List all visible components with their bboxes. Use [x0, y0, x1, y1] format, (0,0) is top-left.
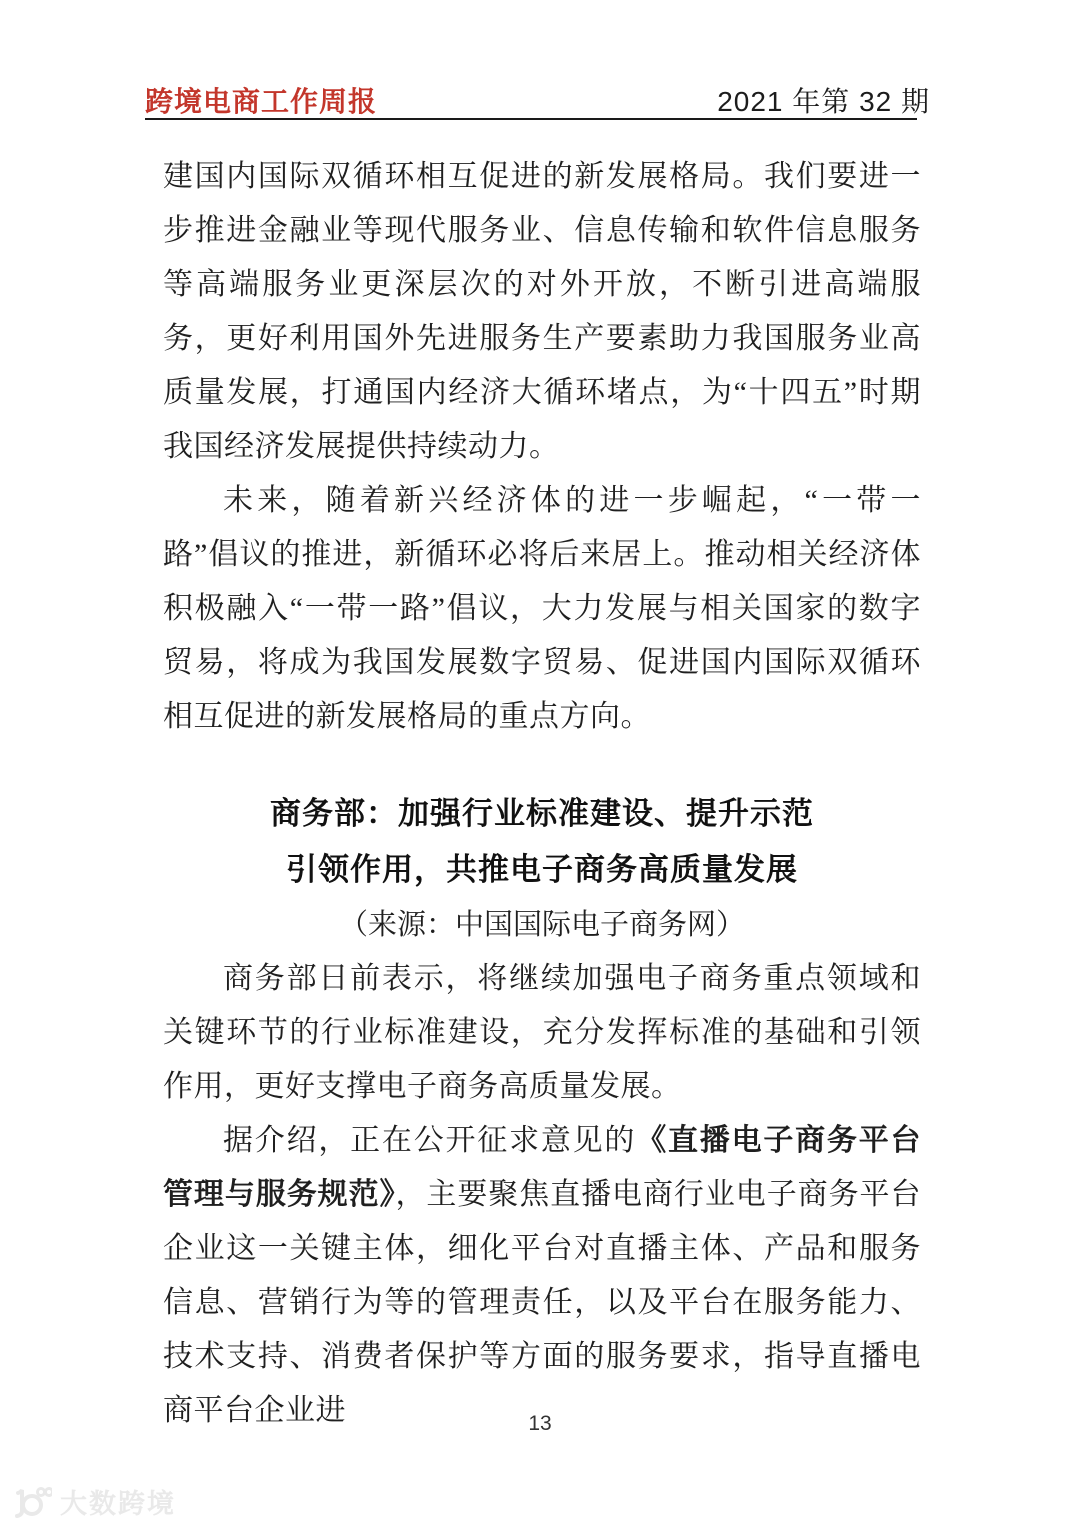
paragraph-mofcom-statement: 商务部日前表示，将继续加强电子商务重点领域和关键环节的行业标准建设，充分发挥标准的基础和引领作用，更好支撑电子商务高质量发展。	[163, 962, 921, 1103]
paragraph-continuation: 建国内国际双循环相互促进的新发展格局。我们要进一步推进金融业等现代服务业、信息传输和软件信息服务等高端服务业更深层次的对外开放，不断引进高端服务，更好利用国外先进服务生产要素助力我国服务业高质量发展，打通国内经济大循环堵点，为“十四五”时期我国经济发展提供持续动力。	[163, 160, 921, 463]
header-title: 跨境电商工作周报	[145, 86, 378, 117]
draft-standard-name: 《直播电子商务平台管理与服务规范》	[163, 1124, 922, 1211]
page-header	[145, 80, 930, 120]
watermark-text: 大数跨境	[60, 1489, 176, 1519]
article-title	[163, 786, 921, 898]
draft-standard-suffix: ，主要聚焦直播电商行业电子商务平台企业这一关键主体，细化平台对直播主体、产品和服务信息、营销行为等的管理责任，以及平台在服务能力、技术支持、消费者保护等方面的服务要求，指导直播电商平台企业进	[163, 1178, 921, 1427]
paragraph-future-outlook: 未来，随着新兴经济体的进一步崛起，“一带一路”倡议的推进，新循环必将后来居上。推动相关经济体积极融入“一带一路”倡议，大力发展与相关国家的数字贸易，将成为我国发展数字贸易、促进国内国际双循环相互促进的新发展格局的重点方向。	[163, 484, 921, 733]
article-source: （来源：中国国际电子商务网）	[338, 909, 745, 941]
header-issue-number: 2021 年第 32 期	[717, 86, 930, 117]
header-rule-divider	[145, 118, 917, 120]
paragraph-draft-standard	[163, 1114, 921, 1438]
dashu-kuajing-logo-icon	[10, 1485, 52, 1519]
watermark	[10, 1482, 176, 1521]
page-number: 13	[528, 1412, 552, 1435]
draft-standard-prefix: 据介绍，正在公开征求意见的	[223, 1124, 637, 1157]
document-body	[163, 150, 921, 1438]
article-title-line1: 商务部：加强行业标准建设、提升示范	[270, 796, 814, 831]
article-title-line2: 引领作用，共推电子商务高质量发展	[286, 852, 798, 887]
